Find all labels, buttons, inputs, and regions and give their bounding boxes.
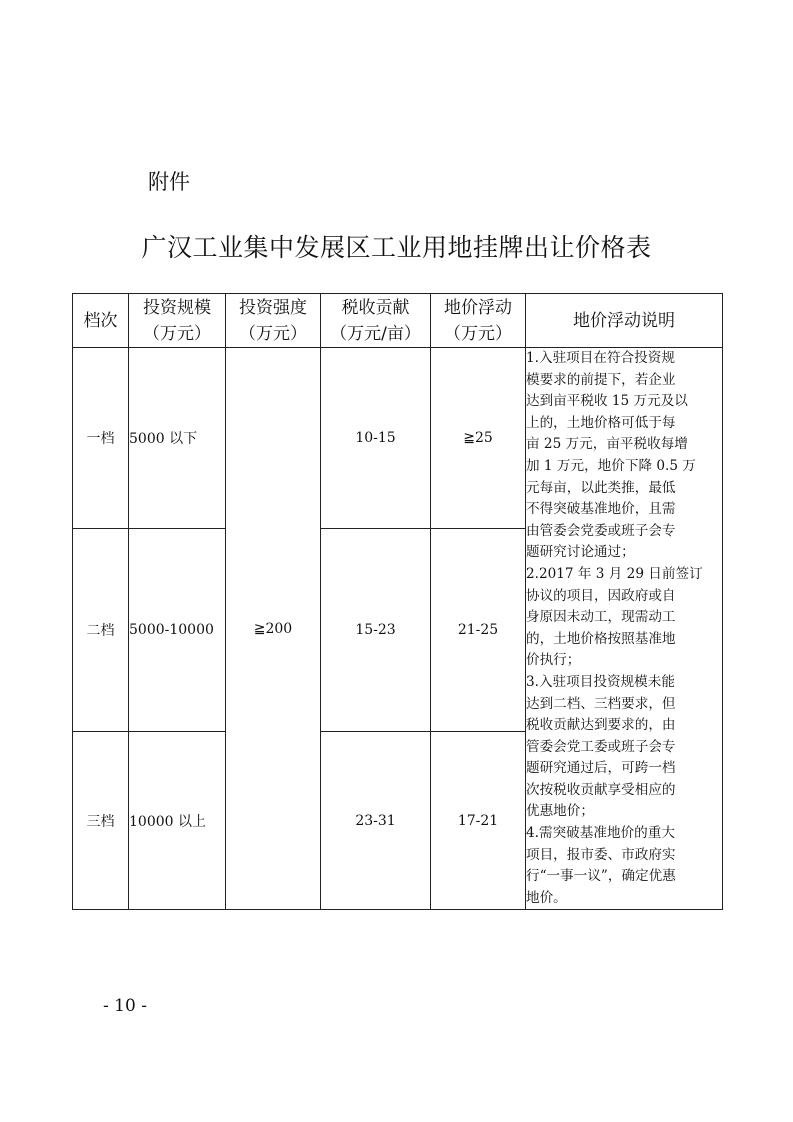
note-line: 次按税收贡献享受相应的 <box>526 781 676 798</box>
note-line: 题研究通过后，可跨一档 <box>526 760 676 777</box>
page-number: - 10 - <box>103 996 147 1016</box>
note-line: 身原因未动工，现需动工 <box>526 609 676 626</box>
header-tier: 档次 <box>73 294 129 348</box>
note-line: 达到二档、三档要求，但 <box>526 695 676 712</box>
header-price: 地价浮动 （万元） <box>431 294 526 348</box>
note-line: 不得突破基准地价，且需 <box>526 501 676 518</box>
price-cell: ≧25 <box>431 348 526 529</box>
note-line: 的，土地价格按照基准地 <box>526 630 676 647</box>
note-line: 题研究讨论通过； <box>526 544 635 561</box>
header-scale: 投资规模 （万元） <box>129 294 226 348</box>
tax-cell: 10-15 <box>321 348 431 529</box>
tax-cell: 15-23 <box>321 528 431 731</box>
header-notes: 地价浮动说明 <box>526 294 723 348</box>
note-line: 1.入驻项目在符合投资规 <box>526 350 675 366</box>
price-cell: 21-25 <box>431 528 526 731</box>
scale-cell: 5000 以下 <box>129 348 226 529</box>
note-line: 行“一事一议”，确定优惠 <box>526 868 676 885</box>
note-line: 项目，报市委、市政府实 <box>526 846 676 863</box>
header-intensity: 投资强度 （万元） <box>226 294 321 348</box>
scale-cell: 5000-10000 <box>129 528 226 731</box>
note-line: 税收贡献达到要求的，由 <box>526 717 676 734</box>
attachment-label: 附件 <box>148 170 190 194</box>
note-line: 达到亩平税收 15 万元及以 <box>526 393 688 410</box>
note-line: 上的，土地价格可低于每 <box>526 414 676 431</box>
note-line: 模要求的前提下，若企业 <box>526 371 676 388</box>
notes-cell <box>526 348 723 910</box>
scale-cell: 10000 以上 <box>129 731 226 910</box>
price-table <box>72 293 723 910</box>
tier-cell: 三档 <box>73 731 129 910</box>
tier-cell: 二档 <box>73 528 129 731</box>
intensity-cell: ≧200 <box>226 348 321 910</box>
note-line: 4.需突破基准地价的重大 <box>526 825 675 842</box>
note-line: 加 1 万元，地价下降 0.5 万 <box>526 457 696 474</box>
header-tax: 税收贡献 （万元/亩） <box>321 294 431 348</box>
note-line: 元每亩，以此类推，最低 <box>526 479 676 496</box>
note-line: 3.入驻项目投资规模未能 <box>526 673 675 690</box>
table-header-row <box>73 294 723 348</box>
note-line: 优惠地价； <box>526 803 594 820</box>
note-line: 地价。 <box>526 889 567 906</box>
note-line: 价执行； <box>526 652 581 669</box>
note-line: 亩 25 万元，亩平税收每增 <box>526 436 688 453</box>
note-line: 管委会党工委或班子会专 <box>526 738 676 755</box>
price-cell: 17-21 <box>431 731 526 910</box>
tax-cell: 23-31 <box>321 731 431 910</box>
tier-cell: 一档 <box>73 348 129 529</box>
table-row <box>73 348 723 529</box>
document-title: 广汉工业集中发展区工业用地挂牌出让价格表 <box>141 233 652 262</box>
note-line: 由管委会党委或班子会专 <box>526 522 676 539</box>
note-line: 2.2017 年 3 月 29 日前签订 <box>526 565 703 582</box>
note-line: 协议的项目，因政府或自 <box>526 587 676 604</box>
